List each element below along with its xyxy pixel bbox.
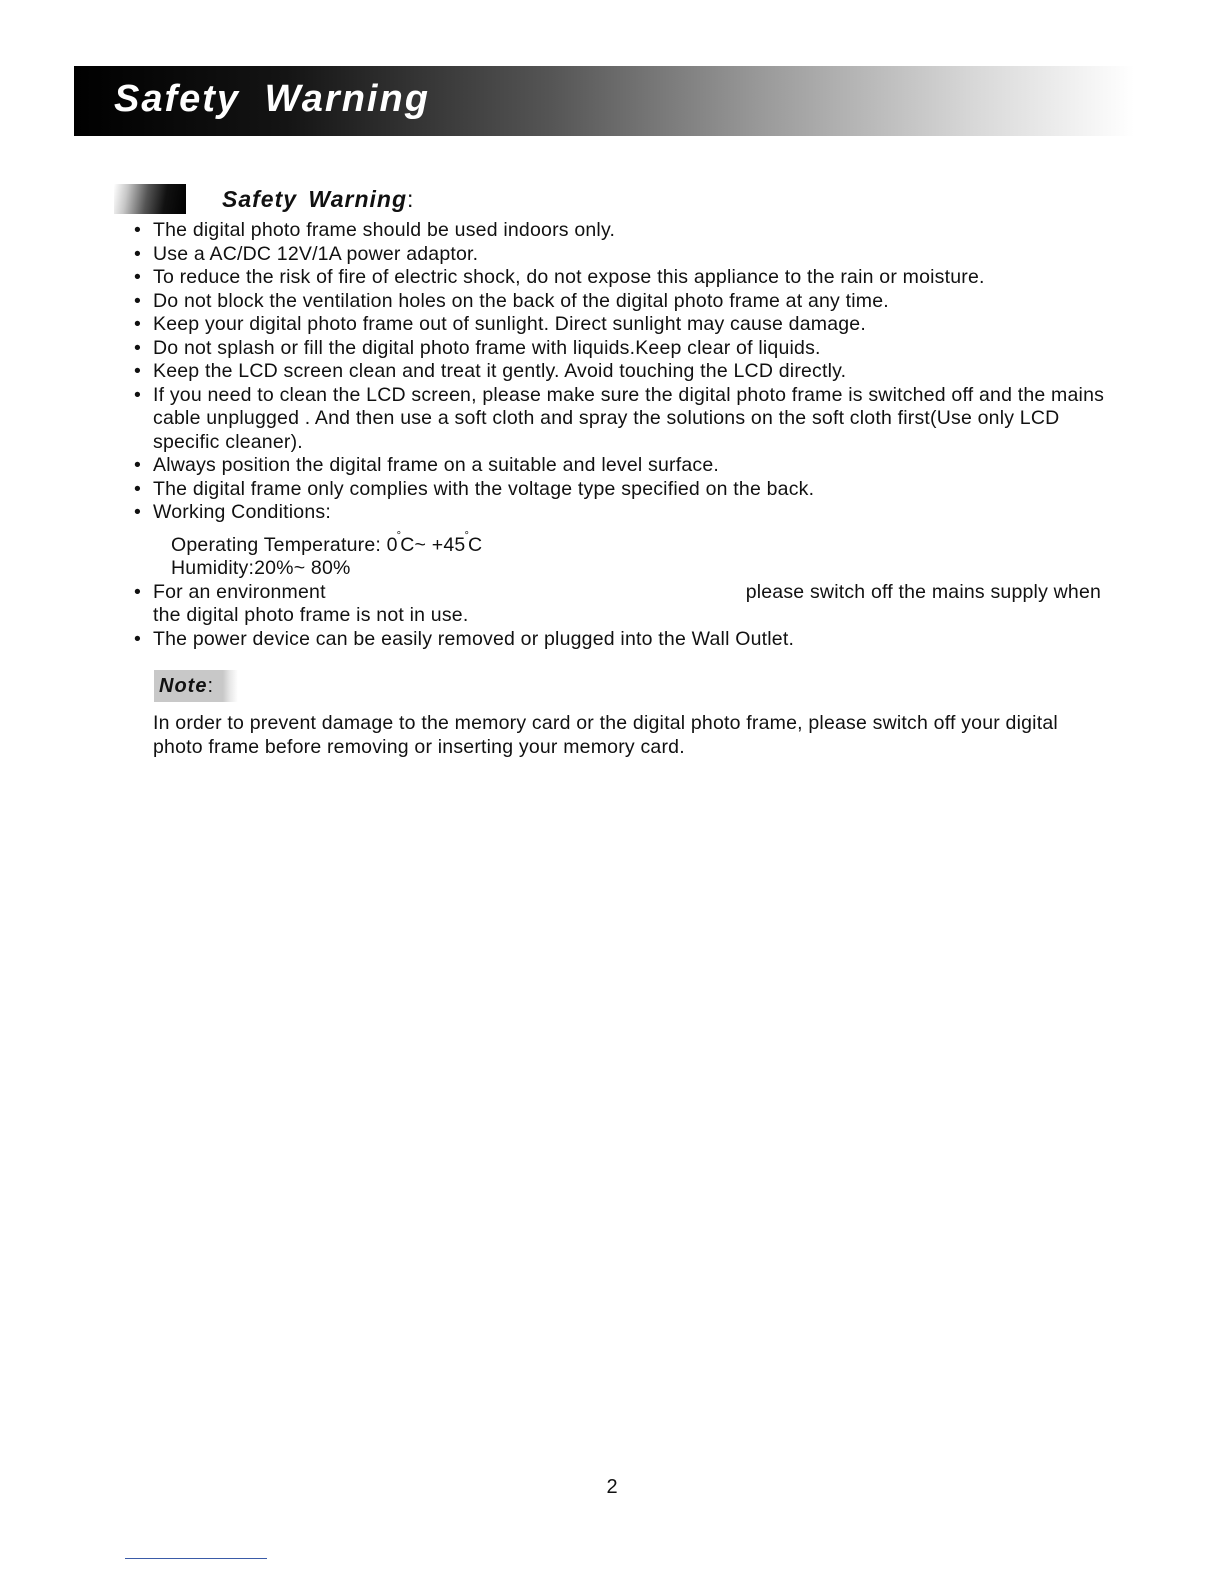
note-label: [159, 675, 213, 698]
warning-item: • Do not splash or fill the digital photo frame with liquids.Keep clear of liquids.: [134, 337, 1114, 361]
degree-symbol: °: [396, 529, 402, 542]
degree-symbol: °: [464, 529, 470, 542]
section-marker: [114, 184, 186, 214]
temperature-range: C~ +45: [400, 533, 466, 556]
environment-item: [134, 581, 1114, 628]
warning-item: • Always position the digital frame on a suitable and level surface.: [134, 454, 1114, 478]
warning-item: • Do not block the ventilation holes on the back of the digital photo frame at any time.: [134, 290, 1114, 314]
warning-item: • To reduce the risk of fire of electric shock, do not expose this appliance to the rain or moisture.: [134, 266, 1114, 290]
warning-item: • If you need to clean the LCD screen, please make sure the digital photo frame is switched off and the mains cable unplugged . And then use a soft cloth and spray the solutions on the soft cloth first(Use only LCD specific cleaner).: [134, 384, 1114, 455]
power-item: • The power device can be easily removed or plugged into the Wall Outlet.: [134, 628, 1114, 652]
temperature-label: Operating Temperature: 0: [171, 533, 398, 556]
warning-item: • The digital frame only complies with the voltage type specified on the back.: [134, 478, 1114, 502]
warning-item: • The digital photo frame should be used indoors only.: [134, 219, 1114, 243]
working-conditions-label: Working Conditions:: [153, 501, 331, 523]
section-heading: [222, 186, 413, 213]
page-title: Safety Warning: [114, 78, 430, 120]
note-label-text: Note: [159, 675, 208, 697]
footer-rule: [125, 1558, 267, 1559]
note-text: In order to prevent damage to the memory card or the digital photo frame, please switch off your digital photo frame before removing or inserting your memory card.: [153, 712, 1058, 758]
page-number: 2: [606, 1476, 618, 1498]
warning-list: [134, 219, 1114, 651]
working-conditions-item: [134, 501, 1114, 581]
section-heading-text: Safety Warning: [222, 186, 407, 212]
humidity: Humidity:20%~ 80%: [171, 557, 351, 579]
warning-item: • Keep the LCD screen clean and treat it gently. Avoid touching the LCD directly.: [134, 360, 1114, 384]
title-banner: [74, 66, 1134, 136]
environment-item-start: For an environment: [153, 580, 326, 603]
operating-temperature: [153, 525, 1114, 558]
warning-item: • Keep your digital photo frame out of sunlight. Direct sunlight may cause damage.: [134, 313, 1114, 337]
warning-item: • Use a AC/DC 12V/1A power adaptor.: [134, 243, 1114, 267]
environment-item-end: please switch off the mains supply when the digital photo frame is not in use.: [153, 580, 1102, 626]
note-label-colon: :: [207, 675, 214, 697]
note-tag: [154, 670, 238, 702]
section-heading-colon: :: [407, 186, 414, 212]
temperature-unit: C: [468, 533, 483, 556]
